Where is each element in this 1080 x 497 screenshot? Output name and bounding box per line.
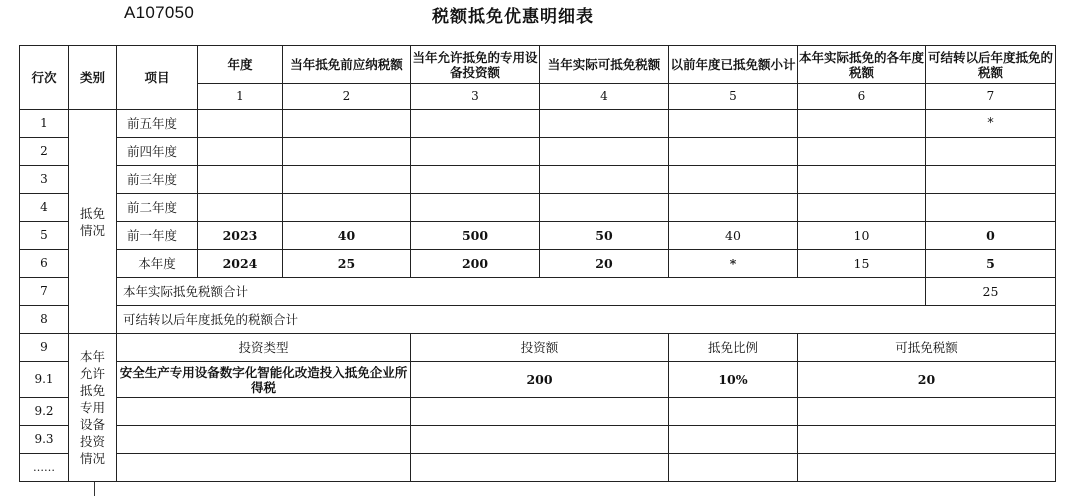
cell — [283, 166, 411, 194]
investment-type — [117, 426, 411, 454]
credit-ratio-header: 抵免比例 — [669, 334, 798, 362]
cell: 40 — [283, 222, 411, 250]
header-col-2: 当年抵免前应纳税额 — [283, 46, 411, 84]
credit-ratio — [669, 426, 798, 454]
header-item: 项目 — [117, 46, 198, 110]
row-number: 9.1 — [20, 362, 69, 398]
cell — [798, 166, 926, 194]
investment-amount — [411, 454, 669, 482]
cell-year: 2023 — [198, 222, 283, 250]
header-col-6: 本年实际抵免的各年度税额 — [798, 46, 926, 84]
cell: 50 — [540, 222, 669, 250]
row-number: 3 — [20, 166, 69, 194]
cell: 40 — [669, 222, 798, 250]
investment-type — [117, 398, 411, 426]
cell — [540, 194, 669, 222]
investment-amount — [411, 398, 669, 426]
credit-ratio — [669, 398, 798, 426]
cell — [411, 194, 540, 222]
cell — [798, 110, 926, 138]
cell: 20 — [540, 250, 669, 278]
credit-amount-header: 可抵免税额 — [798, 334, 1056, 362]
credit-amount: 20 — [798, 362, 1056, 398]
border-tick — [94, 482, 95, 496]
row-number: 4 — [20, 194, 69, 222]
cell — [926, 138, 1056, 166]
cell: 25 — [283, 250, 411, 278]
cell: 5 — [926, 250, 1056, 278]
table-row — [20, 426, 1056, 454]
table-row — [20, 166, 1056, 194]
investment-amount — [411, 426, 669, 454]
category-label: 本年允许抵免专用设备投资情况 — [79, 349, 105, 466]
cell — [411, 138, 540, 166]
category-equipment-investment — [69, 334, 117, 482]
form-title: 税额抵免优惠明细表 — [432, 7, 594, 27]
cell — [669, 166, 798, 194]
row-number: 5 — [20, 222, 69, 250]
row-item: 前一年度 — [117, 222, 198, 250]
cell — [411, 110, 540, 138]
cell: * — [926, 110, 1056, 138]
header-col-5: 以前年度已抵免额小计 — [669, 46, 798, 84]
investment-amount-header: 投资额 — [411, 334, 669, 362]
col-number: 2 — [283, 84, 411, 110]
category-label: 抵免情况 — [79, 205, 105, 238]
col-number: 1 — [198, 84, 283, 110]
investment-type — [117, 454, 411, 482]
cell — [669, 194, 798, 222]
cell: * — [669, 250, 798, 278]
header-col-3: 当年允许抵免的专用设备投资额 — [411, 46, 540, 84]
table-row — [20, 454, 1056, 482]
cell — [198, 138, 283, 166]
table-row — [20, 194, 1056, 222]
credit-amount — [798, 454, 1056, 482]
cell — [798, 138, 926, 166]
investment-header-row — [20, 334, 1056, 362]
cell: 25 — [926, 278, 1056, 306]
cell: 10 — [798, 222, 926, 250]
cell — [540, 166, 669, 194]
row-item: 前五年度 — [117, 110, 198, 138]
col-number: 4 — [540, 84, 669, 110]
table-row — [20, 250, 1056, 278]
row-number: 2 — [20, 138, 69, 166]
row-item: 本年度 — [117, 250, 198, 278]
cell — [540, 110, 669, 138]
investment-amount: 200 — [411, 362, 669, 398]
cell — [540, 138, 669, 166]
header-category: 类别 — [69, 46, 117, 110]
row-number: 1 — [20, 110, 69, 138]
total-label: 可结转以后年度抵免的税额合计 — [117, 306, 1056, 334]
cell — [798, 194, 926, 222]
cell — [283, 110, 411, 138]
cell — [669, 138, 798, 166]
col-number: 7 — [926, 84, 1056, 110]
row-number: …… — [20, 454, 69, 482]
row-number: 9.3 — [20, 426, 69, 454]
cell — [283, 194, 411, 222]
col-number: 5 — [669, 84, 798, 110]
col-number: 6 — [798, 84, 926, 110]
row-number: 9 — [20, 334, 69, 362]
cell: 15 — [798, 250, 926, 278]
cell: 200 — [411, 250, 540, 278]
table-row-total — [20, 278, 1056, 306]
form-code: A107050 — [124, 3, 195, 22]
cell — [669, 110, 798, 138]
table-row — [20, 222, 1056, 250]
cell: 500 — [411, 222, 540, 250]
table-row — [20, 398, 1056, 426]
table-row — [20, 138, 1056, 166]
cell — [198, 166, 283, 194]
row-number: 6 — [20, 250, 69, 278]
header-row — [20, 46, 1056, 84]
credit-ratio — [669, 454, 798, 482]
row-number: 9.2 — [20, 398, 69, 426]
row-number: 7 — [20, 278, 69, 306]
table-row-total — [20, 306, 1056, 334]
credit-amount — [798, 426, 1056, 454]
cell: 0 — [926, 222, 1056, 250]
table-row — [20, 362, 1056, 398]
header-col-7: 可结转以后年度抵免的税额 — [926, 46, 1056, 84]
table-row — [20, 110, 1056, 138]
header-col-4: 当年实际可抵免税额 — [540, 46, 669, 84]
row-item: 前四年度 — [117, 138, 198, 166]
investment-type: 安全生产专用设备数字化智能化改造投入抵免企业所得税 — [117, 362, 411, 398]
cell — [283, 138, 411, 166]
cell — [198, 110, 283, 138]
header-col-1: 年度 — [198, 46, 283, 84]
row-item: 前二年度 — [117, 194, 198, 222]
cell — [926, 166, 1056, 194]
cell-year: 2024 — [198, 250, 283, 278]
total-label: 本年实际抵免税额合计 — [117, 278, 926, 306]
credit-ratio: 10% — [669, 362, 798, 398]
cell — [411, 166, 540, 194]
investment-type-header: 投资类型 — [117, 334, 411, 362]
tax-credit-table — [19, 45, 1056, 482]
credit-amount — [798, 398, 1056, 426]
cell — [926, 194, 1056, 222]
category-credit-status — [69, 110, 117, 334]
row-item: 前三年度 — [117, 166, 198, 194]
cell — [198, 194, 283, 222]
header-row-no: 行次 — [20, 46, 69, 110]
col-number: 3 — [411, 84, 540, 110]
row-number: 8 — [20, 306, 69, 334]
